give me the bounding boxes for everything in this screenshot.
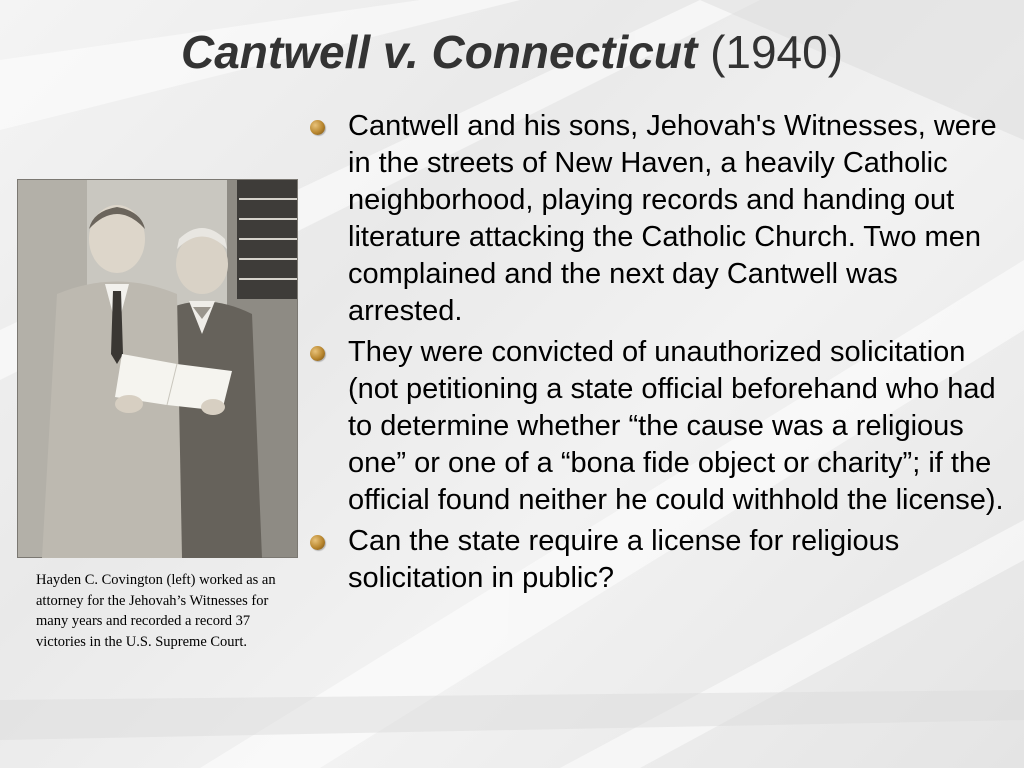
photo-caption: Hayden C. Covington (left) worked as an attorney for the Jehovah’s Witnesses for many years and recorded a record 37 victories in the U.S. Supreme Court. — [36, 572, 276, 650]
bullet-dot-icon — [310, 535, 325, 550]
historical-photo — [17, 179, 298, 558]
bullet-text: They were convicted of unauthorized solicitation (not petitioning a state official beforehand who had to determine whether “the cause was a religious one” or one of a “bona fide object or charity”; if the official found neither he could withhold the license). — [348, 336, 1004, 516]
bullet-item — [308, 108, 1008, 330]
slide-title — [0, 26, 1024, 79]
bullet-text: Can the state require a license for religious solicitation in public? — [348, 525, 900, 594]
bullet-dot-icon — [310, 346, 325, 361]
bullet-dot-icon — [310, 120, 325, 135]
title-year: (1940) — [710, 26, 844, 78]
bullet-list — [308, 108, 1008, 601]
bullet-item — [308, 523, 1008, 597]
title-case-name: Cantwell v. Connecticut — [180, 26, 698, 78]
bullet-text: Cantwell and his sons, Jehovah's Witnesses, were in the streets of New Haven, a heavily Catholic neighborhood, playing records and handing out literature attacking the Catholic Church. Two men complained and the next day Cantwell was arrested. — [348, 110, 997, 327]
photo-two-men-reading — [17, 179, 298, 558]
bullet-item — [308, 334, 1008, 519]
